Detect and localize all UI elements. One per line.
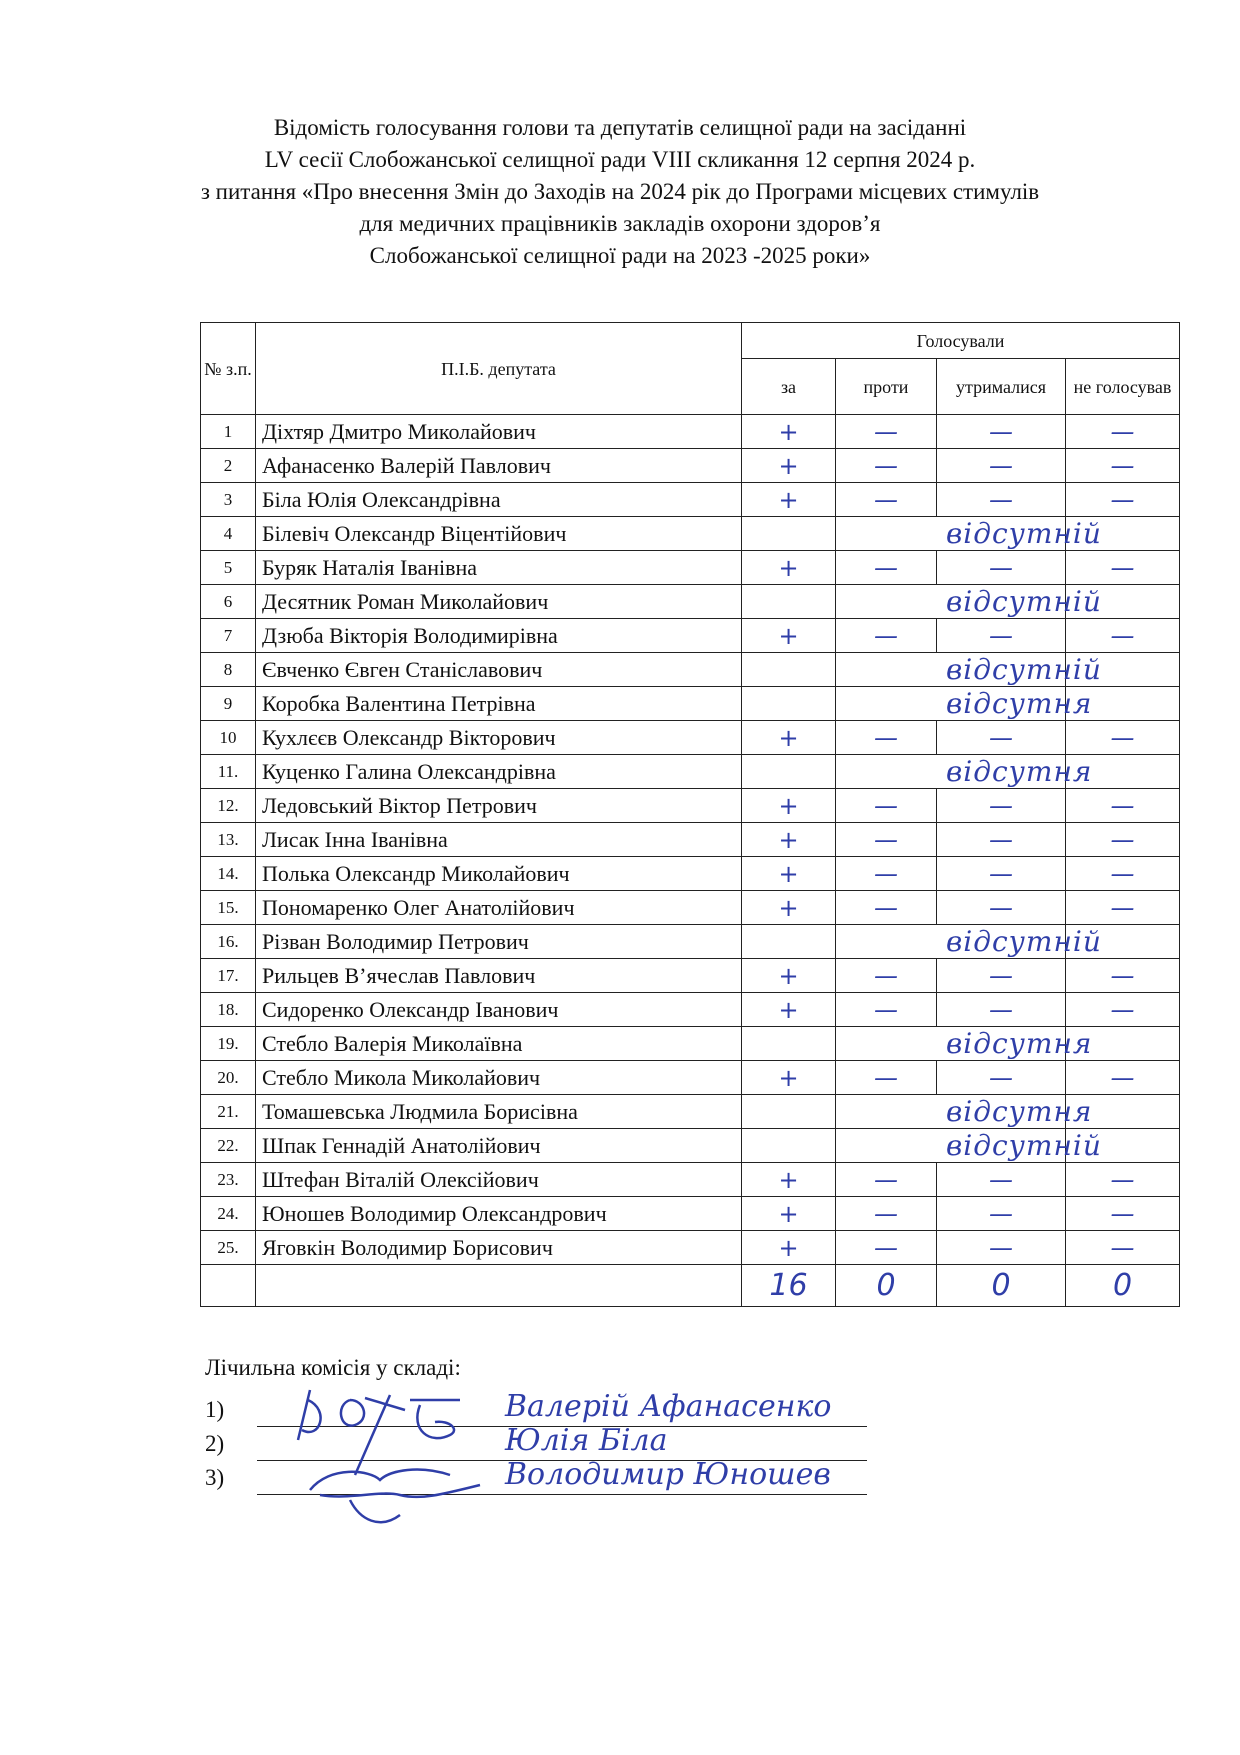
row-abstained: — <box>937 823 1066 857</box>
table-row <box>201 483 1180 517</box>
row-against: — <box>836 857 937 891</box>
row-abstained: — <box>937 789 1066 823</box>
row-abstained: — <box>937 959 1066 993</box>
row-for <box>742 517 836 551</box>
row-for: + <box>742 619 836 653</box>
row-for <box>742 653 836 687</box>
table-row <box>201 959 1180 993</box>
row-num: 16. <box>201 925 256 959</box>
row-absent: відсутня <box>836 1027 1066 1061</box>
row-for <box>742 687 836 721</box>
table-row <box>201 1061 1180 1095</box>
row-num: 1 <box>201 415 256 449</box>
row-for: + <box>742 415 836 449</box>
row-abstained: — <box>937 551 1066 585</box>
header-not-voted: не голосував <box>1066 359 1180 415</box>
row-num: 18. <box>201 993 256 1027</box>
row-against: — <box>836 551 937 585</box>
table-row <box>201 415 1180 449</box>
row-for: + <box>742 483 836 517</box>
row-name: Кухлєєв Олександр Вікторович <box>256 721 742 755</box>
row-name: Ледовський Віктор Петрович <box>256 789 742 823</box>
row-for: + <box>742 721 836 755</box>
row-against: — <box>836 619 937 653</box>
row-for: + <box>742 1197 836 1231</box>
row-for: + <box>742 993 836 1027</box>
row-for: + <box>742 789 836 823</box>
row-against: — <box>836 891 937 925</box>
row-num: 15. <box>201 891 256 925</box>
row-absent: відсутній <box>836 925 1066 959</box>
row-num: 10 <box>201 721 256 755</box>
row-for <box>742 1129 836 1163</box>
row-num: 24. <box>201 1197 256 1231</box>
row-against: — <box>836 959 937 993</box>
row-not-voted: — <box>1066 483 1180 517</box>
row-for: + <box>742 1163 836 1197</box>
row-not-voted: — <box>1066 551 1180 585</box>
row-against: — <box>836 823 937 857</box>
row-for: + <box>742 449 836 483</box>
table-row <box>201 619 1180 653</box>
voting-table <box>200 322 1180 1307</box>
table-row <box>201 1129 1180 1163</box>
row-name: Євченко Євген Станіславович <box>256 653 742 687</box>
member-2-num: 2) <box>205 1431 225 1456</box>
row-absent: відсутня <box>836 687 1066 721</box>
row-num: 6 <box>201 585 256 619</box>
row-name: Стебло Микола Миколайович <box>256 1061 742 1095</box>
row-not-voted: — <box>1066 1231 1180 1265</box>
total-against: 0 <box>836 1265 937 1307</box>
row-for <box>742 1027 836 1061</box>
row-not-voted: — <box>1066 721 1180 755</box>
row-not-voted: — <box>1066 823 1180 857</box>
row-num: 14. <box>201 857 256 891</box>
title-line-5: Слобожанської селищної ради на 2023 -2025 роки» <box>369 243 871 268</box>
row-num: 23. <box>201 1163 256 1197</box>
row-abstained: — <box>937 1231 1066 1265</box>
row-num: 22. <box>201 1129 256 1163</box>
document-title <box>120 112 1120 272</box>
title-line-2: LV сесії Слобожанської селищної ради VIII скликання 12 серпня 2024 р. <box>264 147 976 172</box>
row-not-voted: — <box>1066 891 1180 925</box>
row-against: — <box>836 1163 937 1197</box>
title-line-3: з питання «Про внесення Змін до Заходів на 2024 рік до Програми місцевих стимулів <box>200 179 1040 204</box>
row-not-voted: — <box>1066 415 1180 449</box>
member-2-name: Юлія Біла <box>505 1423 668 1458</box>
signature-3-icon <box>290 1445 490 1535</box>
row-name: Афанасенко Валерій Павлович <box>256 449 742 483</box>
table-row <box>201 687 1180 721</box>
title-line-1: Відомість голосування голови та депутатів селищної ради на засіданні <box>273 115 967 140</box>
row-name: Юношев Володимир Олександрович <box>256 1197 742 1231</box>
row-abstained: — <box>937 891 1066 925</box>
table-row <box>201 1095 1180 1129</box>
row-name: Десятник Роман Миколайович <box>256 585 742 619</box>
row-num: 19. <box>201 1027 256 1061</box>
row-against: — <box>836 483 937 517</box>
row-against: — <box>836 1231 937 1265</box>
row-name: Куценко Галина Олександрівна <box>256 755 742 789</box>
header-against: проти <box>836 359 937 415</box>
row-abstained: — <box>937 721 1066 755</box>
row-abstained: — <box>937 415 1066 449</box>
member-3-num: 3) <box>205 1465 225 1490</box>
row-num: 7 <box>201 619 256 653</box>
total-for: 16 <box>742 1265 836 1307</box>
row-not-voted: — <box>1066 789 1180 823</box>
row-name: Стебло Валерія Миколаївна <box>256 1027 742 1061</box>
row-abstained: — <box>937 619 1066 653</box>
totals-num <box>201 1265 256 1307</box>
row-num: 2 <box>201 449 256 483</box>
row-num: 17. <box>201 959 256 993</box>
row-abstained: — <box>937 449 1066 483</box>
table-row <box>201 925 1180 959</box>
row-name: Рильцев В’ячеслав Павлович <box>256 959 742 993</box>
table-row <box>201 517 1180 551</box>
row-num: 20. <box>201 1061 256 1095</box>
row-num: 13. <box>201 823 256 857</box>
totals-row <box>201 1265 1180 1307</box>
total-not-voted: 0 <box>1066 1265 1180 1307</box>
row-absent: відсутній <box>836 1129 1066 1163</box>
table-row <box>201 755 1180 789</box>
row-against: — <box>836 449 937 483</box>
row-abstained: — <box>937 993 1066 1027</box>
table-row <box>201 1163 1180 1197</box>
row-abstained: — <box>937 1163 1066 1197</box>
row-for: + <box>742 1231 836 1265</box>
row-num: 25. <box>201 1231 256 1265</box>
row-name: Пономаренко Олег Анатолійович <box>256 891 742 925</box>
row-num: 21. <box>201 1095 256 1129</box>
table-row <box>201 891 1180 925</box>
table-row <box>201 1197 1180 1231</box>
table-row <box>201 551 1180 585</box>
row-for: + <box>742 891 836 925</box>
row-num: 5 <box>201 551 256 585</box>
row-name: Білевіч Олександр Віцентійович <box>256 517 742 551</box>
row-not-voted: — <box>1066 1163 1180 1197</box>
row-name: Діхтяр Дмитро Миколайович <box>256 415 742 449</box>
row-num: 9 <box>201 687 256 721</box>
member-1-name: Валерій Афанасенко <box>505 1389 832 1424</box>
row-not-voted: — <box>1066 1197 1180 1231</box>
row-for: + <box>742 857 836 891</box>
table-row <box>201 585 1180 619</box>
row-name: Коробка Валентина Петрівна <box>256 687 742 721</box>
row-not-voted: — <box>1066 993 1180 1027</box>
member-3-name: Володимир Юношев <box>505 1457 831 1492</box>
table-row <box>201 1231 1180 1265</box>
table-row <box>201 653 1180 687</box>
row-abstained: — <box>937 1197 1066 1231</box>
row-not-voted: — <box>1066 959 1180 993</box>
row-not-voted: — <box>1066 857 1180 891</box>
row-for: + <box>742 1061 836 1095</box>
row-not-voted: — <box>1066 449 1180 483</box>
row-for <box>742 925 836 959</box>
row-num: 12. <box>201 789 256 823</box>
row-name: Штефан Віталій Олексійович <box>256 1163 742 1197</box>
row-for <box>742 1095 836 1129</box>
table-row <box>201 1027 1180 1061</box>
totals-name <box>256 1265 742 1307</box>
header-num: № з.п. <box>201 323 256 415</box>
header-abstained: утрималися <box>937 359 1066 415</box>
total-abstained: 0 <box>937 1265 1066 1307</box>
row-not-voted: — <box>1066 1061 1180 1095</box>
row-against: — <box>836 789 937 823</box>
row-name: Різван Володимир Петрович <box>256 925 742 959</box>
row-absent: відсутній <box>836 517 1066 551</box>
row-for <box>742 585 836 619</box>
row-num: 4 <box>201 517 256 551</box>
row-name: Сидоренко Олександр Іванович <box>256 993 742 1027</box>
row-name: Біла Юлія Олександрівна <box>256 483 742 517</box>
row-num: 8 <box>201 653 256 687</box>
table-row <box>201 449 1180 483</box>
row-name: Томашевська Людмила Борисівна <box>256 1095 742 1129</box>
row-for: + <box>742 823 836 857</box>
commission-label: Лічильна комісія у складі: <box>205 1355 461 1380</box>
row-against: — <box>836 993 937 1027</box>
row-abstained: — <box>937 857 1066 891</box>
row-abstained: — <box>937 1061 1066 1095</box>
row-against: — <box>836 1061 937 1095</box>
row-absent: відсутня <box>836 755 1066 789</box>
title-line-4: для медичних працівників закладів охорони здоров’я <box>359 211 881 236</box>
row-for: + <box>742 551 836 585</box>
row-name: Полька Олександр Миколайович <box>256 857 742 891</box>
row-against: — <box>836 415 937 449</box>
table-row <box>201 857 1180 891</box>
row-against: — <box>836 1197 937 1231</box>
table-row <box>201 993 1180 1027</box>
row-against: — <box>836 721 937 755</box>
row-name: Шпак Геннадій Анатолійович <box>256 1129 742 1163</box>
row-name: Буряк Наталія Іванівна <box>256 551 742 585</box>
row-not-voted: — <box>1066 619 1180 653</box>
header-name: П.І.Б. депутата <box>256 323 742 415</box>
row-name: Лисак Інна Іванівна <box>256 823 742 857</box>
table-row <box>201 789 1180 823</box>
row-for: + <box>742 959 836 993</box>
row-name: Дзюба Вікторія Володимирівна <box>256 619 742 653</box>
row-for <box>742 755 836 789</box>
member-1-num: 1) <box>205 1397 225 1422</box>
row-num: 3 <box>201 483 256 517</box>
row-abstained: — <box>937 483 1066 517</box>
row-name: Яговкін Володимир Борисович <box>256 1231 742 1265</box>
table-row <box>201 823 1180 857</box>
header-voted: Голосували <box>742 323 1180 359</box>
table-row <box>201 721 1180 755</box>
row-absent: відсутній <box>836 653 1066 687</box>
header-for: за <box>742 359 836 415</box>
row-absent: відсутня <box>836 1095 1066 1129</box>
row-absent: відсутній <box>836 585 1066 619</box>
row-num: 11. <box>201 755 256 789</box>
